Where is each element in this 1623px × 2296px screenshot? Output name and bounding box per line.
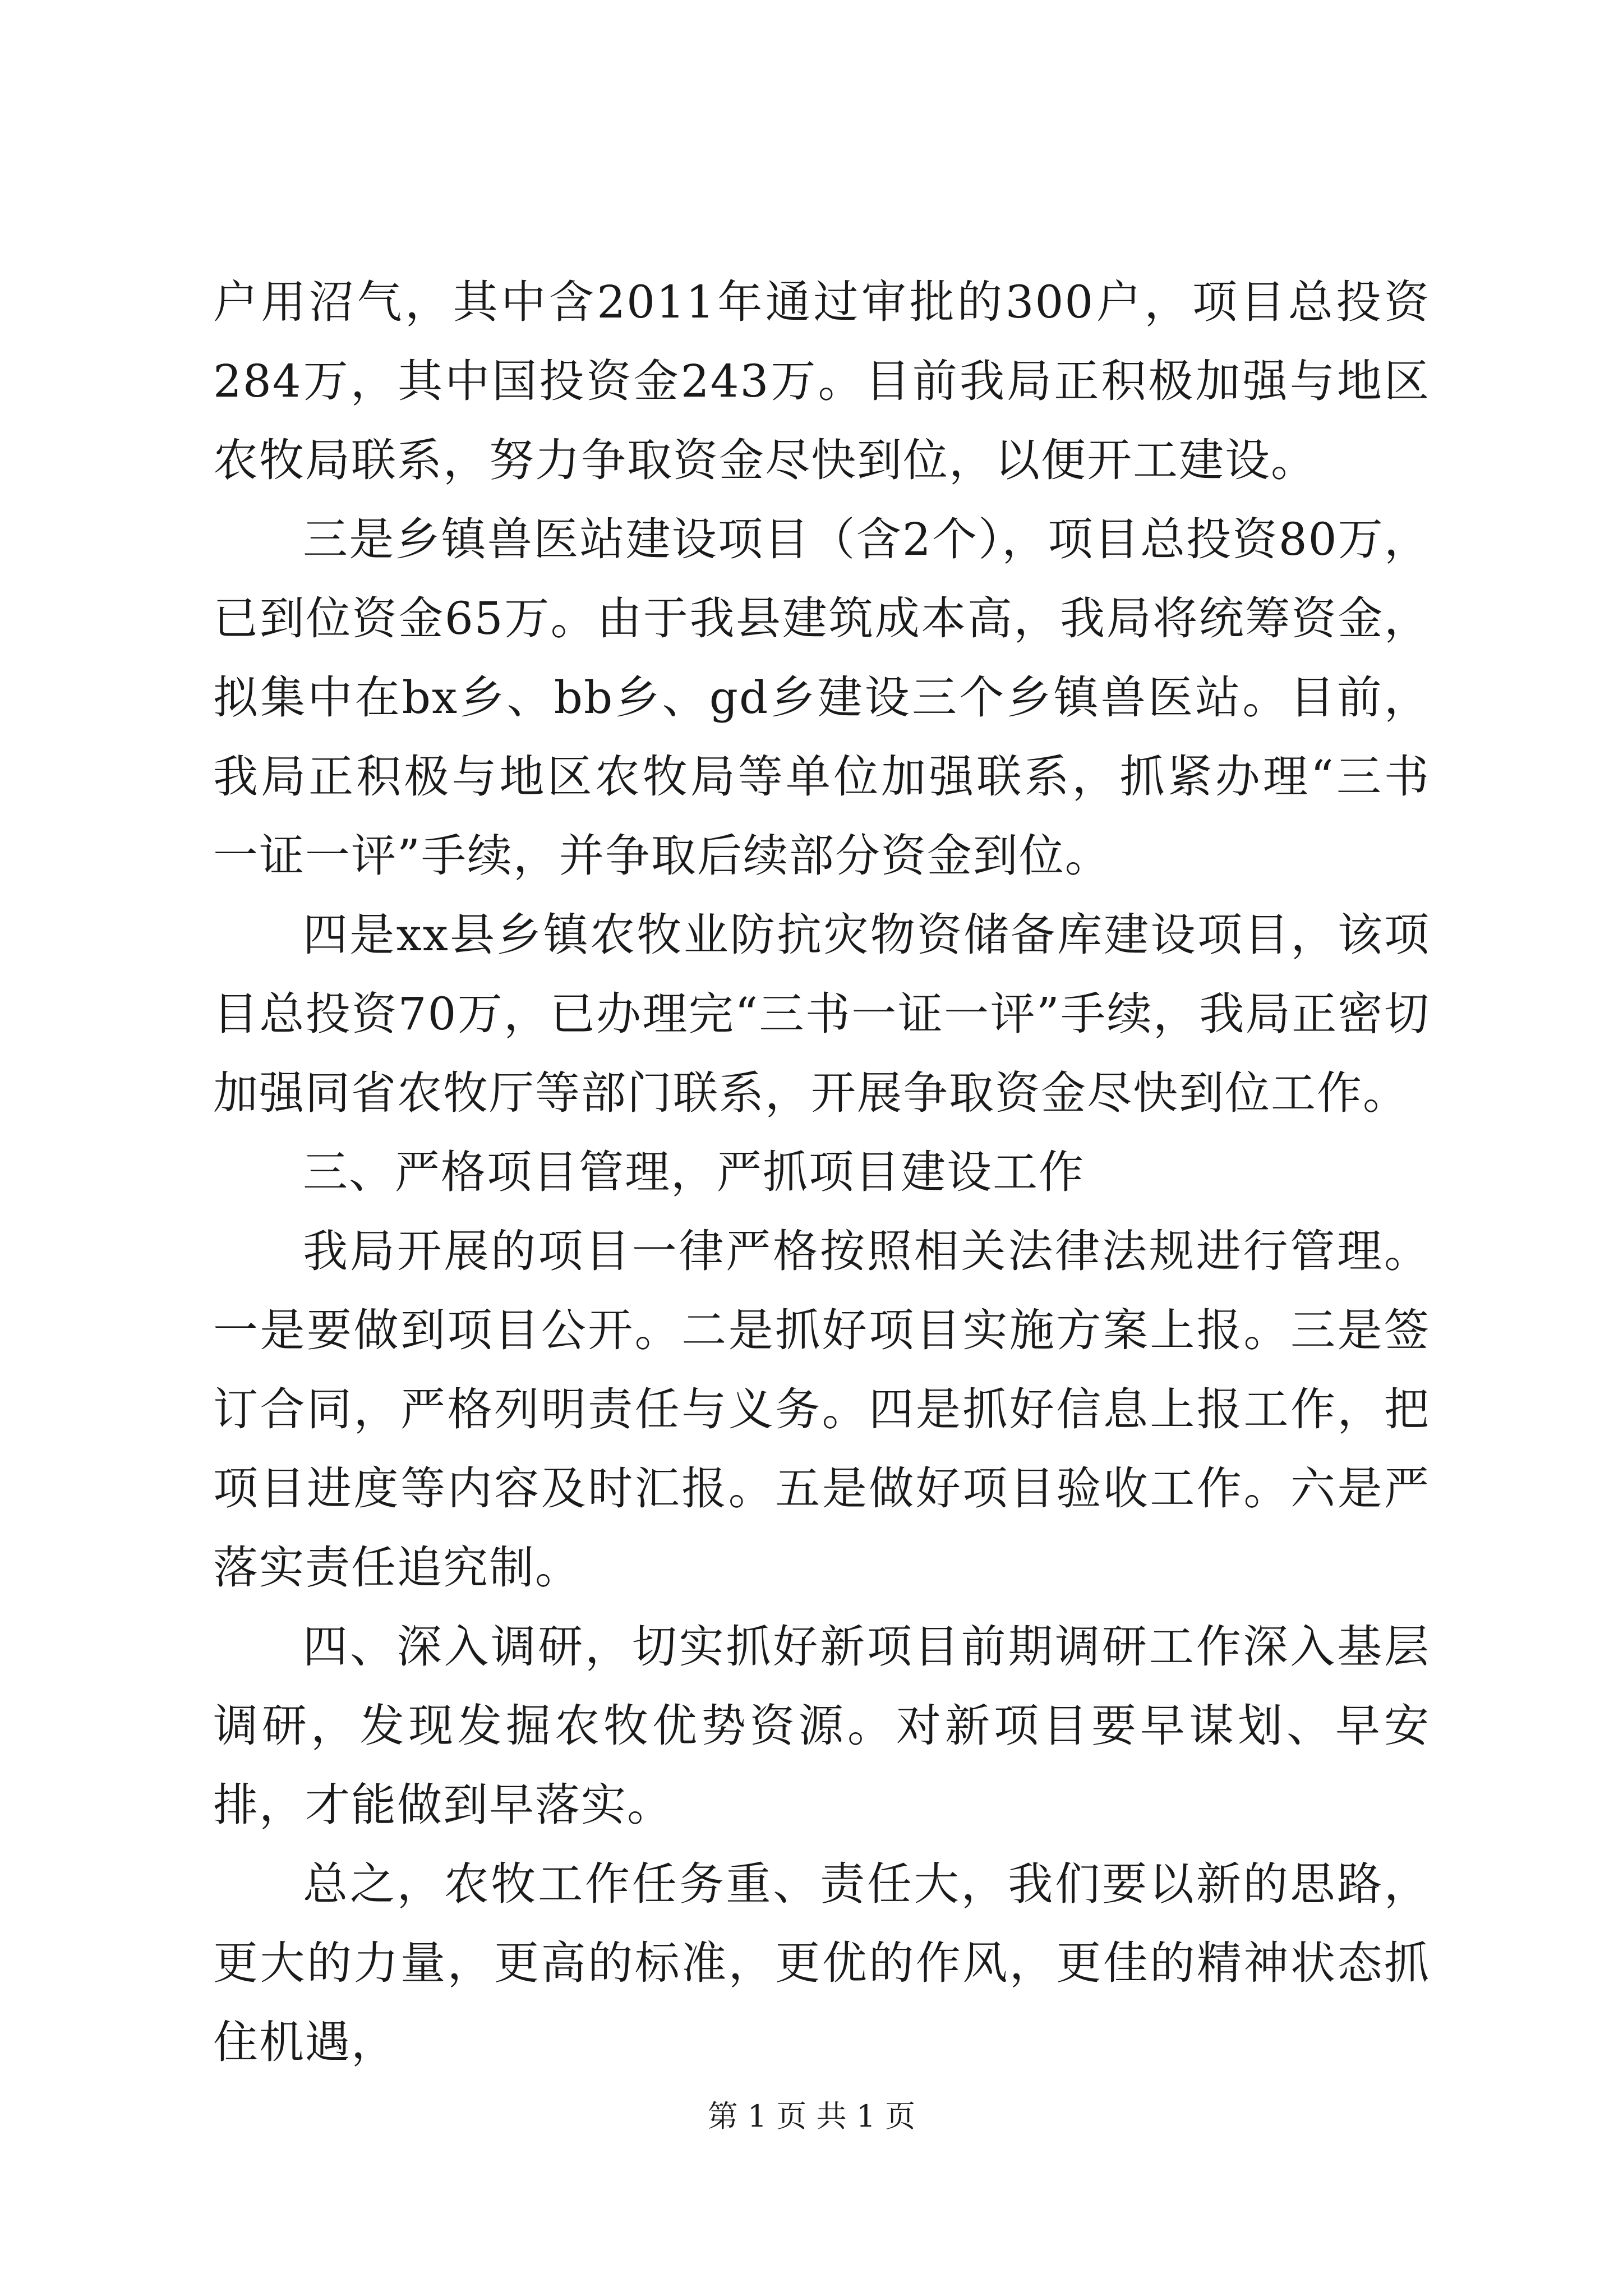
- paragraph-continuation: 户用沼气，其中含2011年通过审批的300户，项目总投资284万，其中国投资金243万。目前我局正积极加强与地区农牧局联系，努力争取资金尽快到位，以便开工建设。: [213, 276, 1430, 486]
- section-heading-project-management: 三、严格项目管理，严抓项目建设工作: [303, 1146, 1085, 1198]
- paragraph-project-management: 我局开展的项目一律严格按照相关法律法规进行管理。一是要做到项目公开。二是抓好项目实施方案上报。三是签订合同，严格列明责任与义务。四是抓好信息上报工作，把项目进度等内容及时汇报。五是做好项目验收工作。六是严落实责任追究制。: [213, 1225, 1430, 1594]
- page-number-footer: 第 1 页 共 1 页: [707, 2099, 916, 2134]
- document-body: [213, 263, 1430, 2082]
- paragraph-vet-station-project: 三是乡镇兽医站建设项目（含2个），项目总投资80万，已到位资金65万。由于我县建筑成本高，我局将统筹资金，拟集中在bx乡、bb乡、gd乡建设三个乡镇兽医站。目前，我局正积极与地区农牧局等单位加强联系，抓紧办理“三书一证一评”手续，并争取后续部分资金到位。: [213, 513, 1430, 882]
- paragraph-conclusion: 总之，农牧工作任务重、责任大，我们要以新的思路，更大的力量，更高的标准，更优的作风，更佳的精神状态抓住机遇，: [213, 1858, 1430, 2068]
- paragraph-disaster-reserve-project: 四是xx县乡镇农牧业防抗灾物资储备库建设项目，该项目总投资70万，已办理完“三书一证一评”手续，我局正密切加强同省农牧厅等部门联系，开展争取资金尽快到位工作。: [213, 909, 1430, 1119]
- paragraph-research: 四、深入调研，切实抓好新项目前期调研工作深入基层调研，发现发掘农牧优势资源。对新项目要早谋划、早安排，才能做到早落实。: [213, 1621, 1430, 1831]
